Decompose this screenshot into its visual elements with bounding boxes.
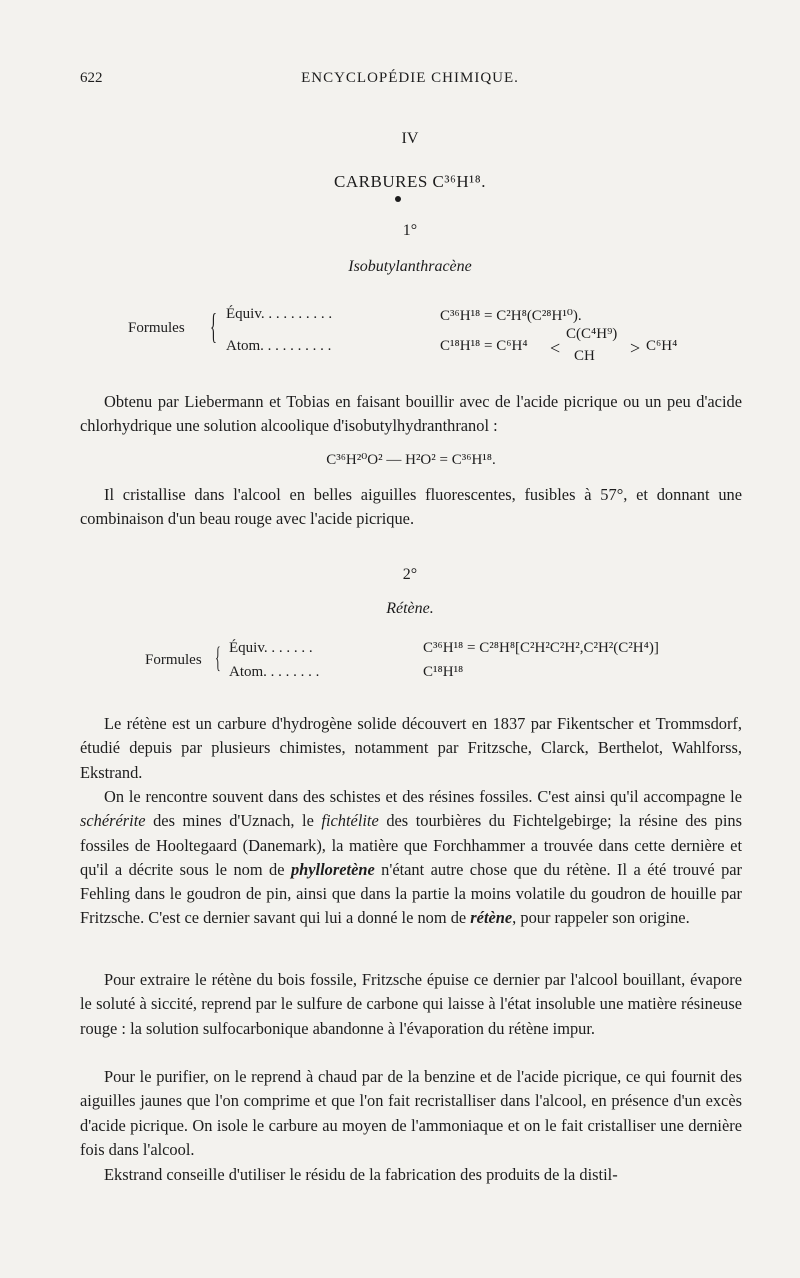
bracket-left: <	[550, 338, 561, 358]
paragraph-3: Le rétène est un carbure d'hydrogène solide découvert en 1837 par Fikentscher et Trommsdorf, étudié depuis par plusieurs chimistes, notamment par Fritzsche, Clarck, Berthelot, Wahlforss, Ekstrand.	[80, 714, 742, 782]
formulas-label: Formules	[128, 320, 185, 336]
paragraph-7: Ekstrand conseille d'utiliser le résidu de la fabrication des produits de la distil-	[104, 1165, 618, 1184]
paragraph-2: Il cristallise dans l'alcool en belles aiguilles fluorescentes, fusibles à 57°, et donnant une combinaison d'un beau rouge avec l'acide picrique.	[80, 485, 742, 529]
ornament-dot	[395, 196, 401, 202]
atom-formula: C¹⁸H¹⁸	[423, 664, 464, 680]
brace: {	[215, 641, 221, 674]
section-roman-numeral: IV	[401, 130, 419, 147]
term-schererite: schérérite	[80, 811, 146, 831]
atom-label: Atom. . . . . . . . . .	[226, 338, 332, 354]
text-span: des mines d'Uznach, le	[145, 811, 322, 831]
page-header	[80, 70, 740, 94]
subsection-number-1: 1°	[402, 222, 418, 239]
formulas-block-2	[145, 640, 745, 690]
equiv-formula: C³⁶H¹⁸ = C²⁸H⁸[C²H²C²H²,C²H²(C²H⁴)]	[423, 640, 659, 656]
subsection-name-1: Isobutylanthracène	[348, 258, 472, 275]
term-retene: rétène	[470, 908, 513, 928]
atom-formula-left: C¹⁸H¹⁸ = C⁶H⁴	[440, 338, 528, 354]
formulas-block-1	[128, 304, 728, 368]
equiv-label: Équiv. . . . . . . . . .	[226, 306, 333, 322]
section-title: CARBURES C³⁶H¹⁸.	[334, 172, 486, 191]
equiv-label: Équiv. . . . . . .	[229, 640, 313, 656]
subsection-name-2: Rétène.	[386, 600, 434, 617]
text-span: , pour rappeler son origine.	[512, 908, 690, 928]
equation: C³⁶H²⁰O² — H²O² = C³⁶H¹⁸.	[326, 452, 496, 468]
text-span: des tourbières du Fichtelgebirge; la résine des pins fossiles de Hooltegaard (Danemark), la matière que Forchhammer a trouvée dans cette dernière et qu'il a décrite sous le nom de	[80, 811, 742, 879]
text-span: On le rencontre souvent dans des schistes et des résines fossiles. C'est ainsi qu'il accompagne le	[104, 787, 742, 806]
paragraph-1: Obtenu par Liebermann et Tobias en faisant bouillir avec de l'acide picrique ou un peu d'acide chlorhydrique une solution alcoolique d'isobutylhydranthranol :	[80, 392, 742, 436]
bracket-right: >	[630, 338, 641, 358]
paragraph-4	[80, 785, 742, 931]
brace: {	[210, 306, 217, 346]
page-number: 622	[80, 70, 103, 86]
atom-formula-top: C(C⁴H⁹)	[566, 326, 618, 342]
text-span: n'étant autre chose que du rétène. Il a été trouvé par Fehling dans le goudron de pin, ainsi que dans la partie la moins volatile du goudron de houille par Fritzsche. C'est ce dernier savant qui lui a donné le nom de	[80, 859, 742, 928]
paragraph-5: Pour extraire le rétène du bois fossile, Fritzsche épuise ce dernier par l'alcool bouillant, évapore le soluté à siccité, reprend par le sulfure de carbone qui laisse à l'état insoluble une matière résineuse rouge : la solution sulfocarbonique abandonne à l'évaporation du rétène impur.	[80, 970, 742, 1038]
equiv-formula: C³⁶H¹⁸ = C²H⁸(C²⁸H¹⁰).	[440, 308, 582, 324]
formulas-label: Formules	[145, 652, 202, 668]
term-phylloretene: phylloretène	[290, 859, 375, 879]
running-title: ENCYCLOPÉDIE CHIMIQUE.	[301, 70, 519, 86]
atom-label: Atom. . . . . . . .	[229, 664, 320, 680]
atom-formula-bottom: CH	[574, 348, 595, 364]
term-fichtelite: fichtélite	[321, 811, 379, 831]
atom-formula-right: C⁶H⁴	[646, 338, 678, 354]
subsection-number-2: 2°	[402, 566, 418, 583]
paragraph-6: Pour le purifier, on le reprend à chaud par de la benzine et de l'acide picrique, ce qui fournit des aiguilles jaunes que l'on comprime et que l'on fait recristalliser dans l'alcool, en présence d'un excès d'acide picrique. On isole le carbure au moyen de l'ammoniaque et on le fait cristalliser une dernière fois dans l'alcool.	[80, 1067, 742, 1159]
